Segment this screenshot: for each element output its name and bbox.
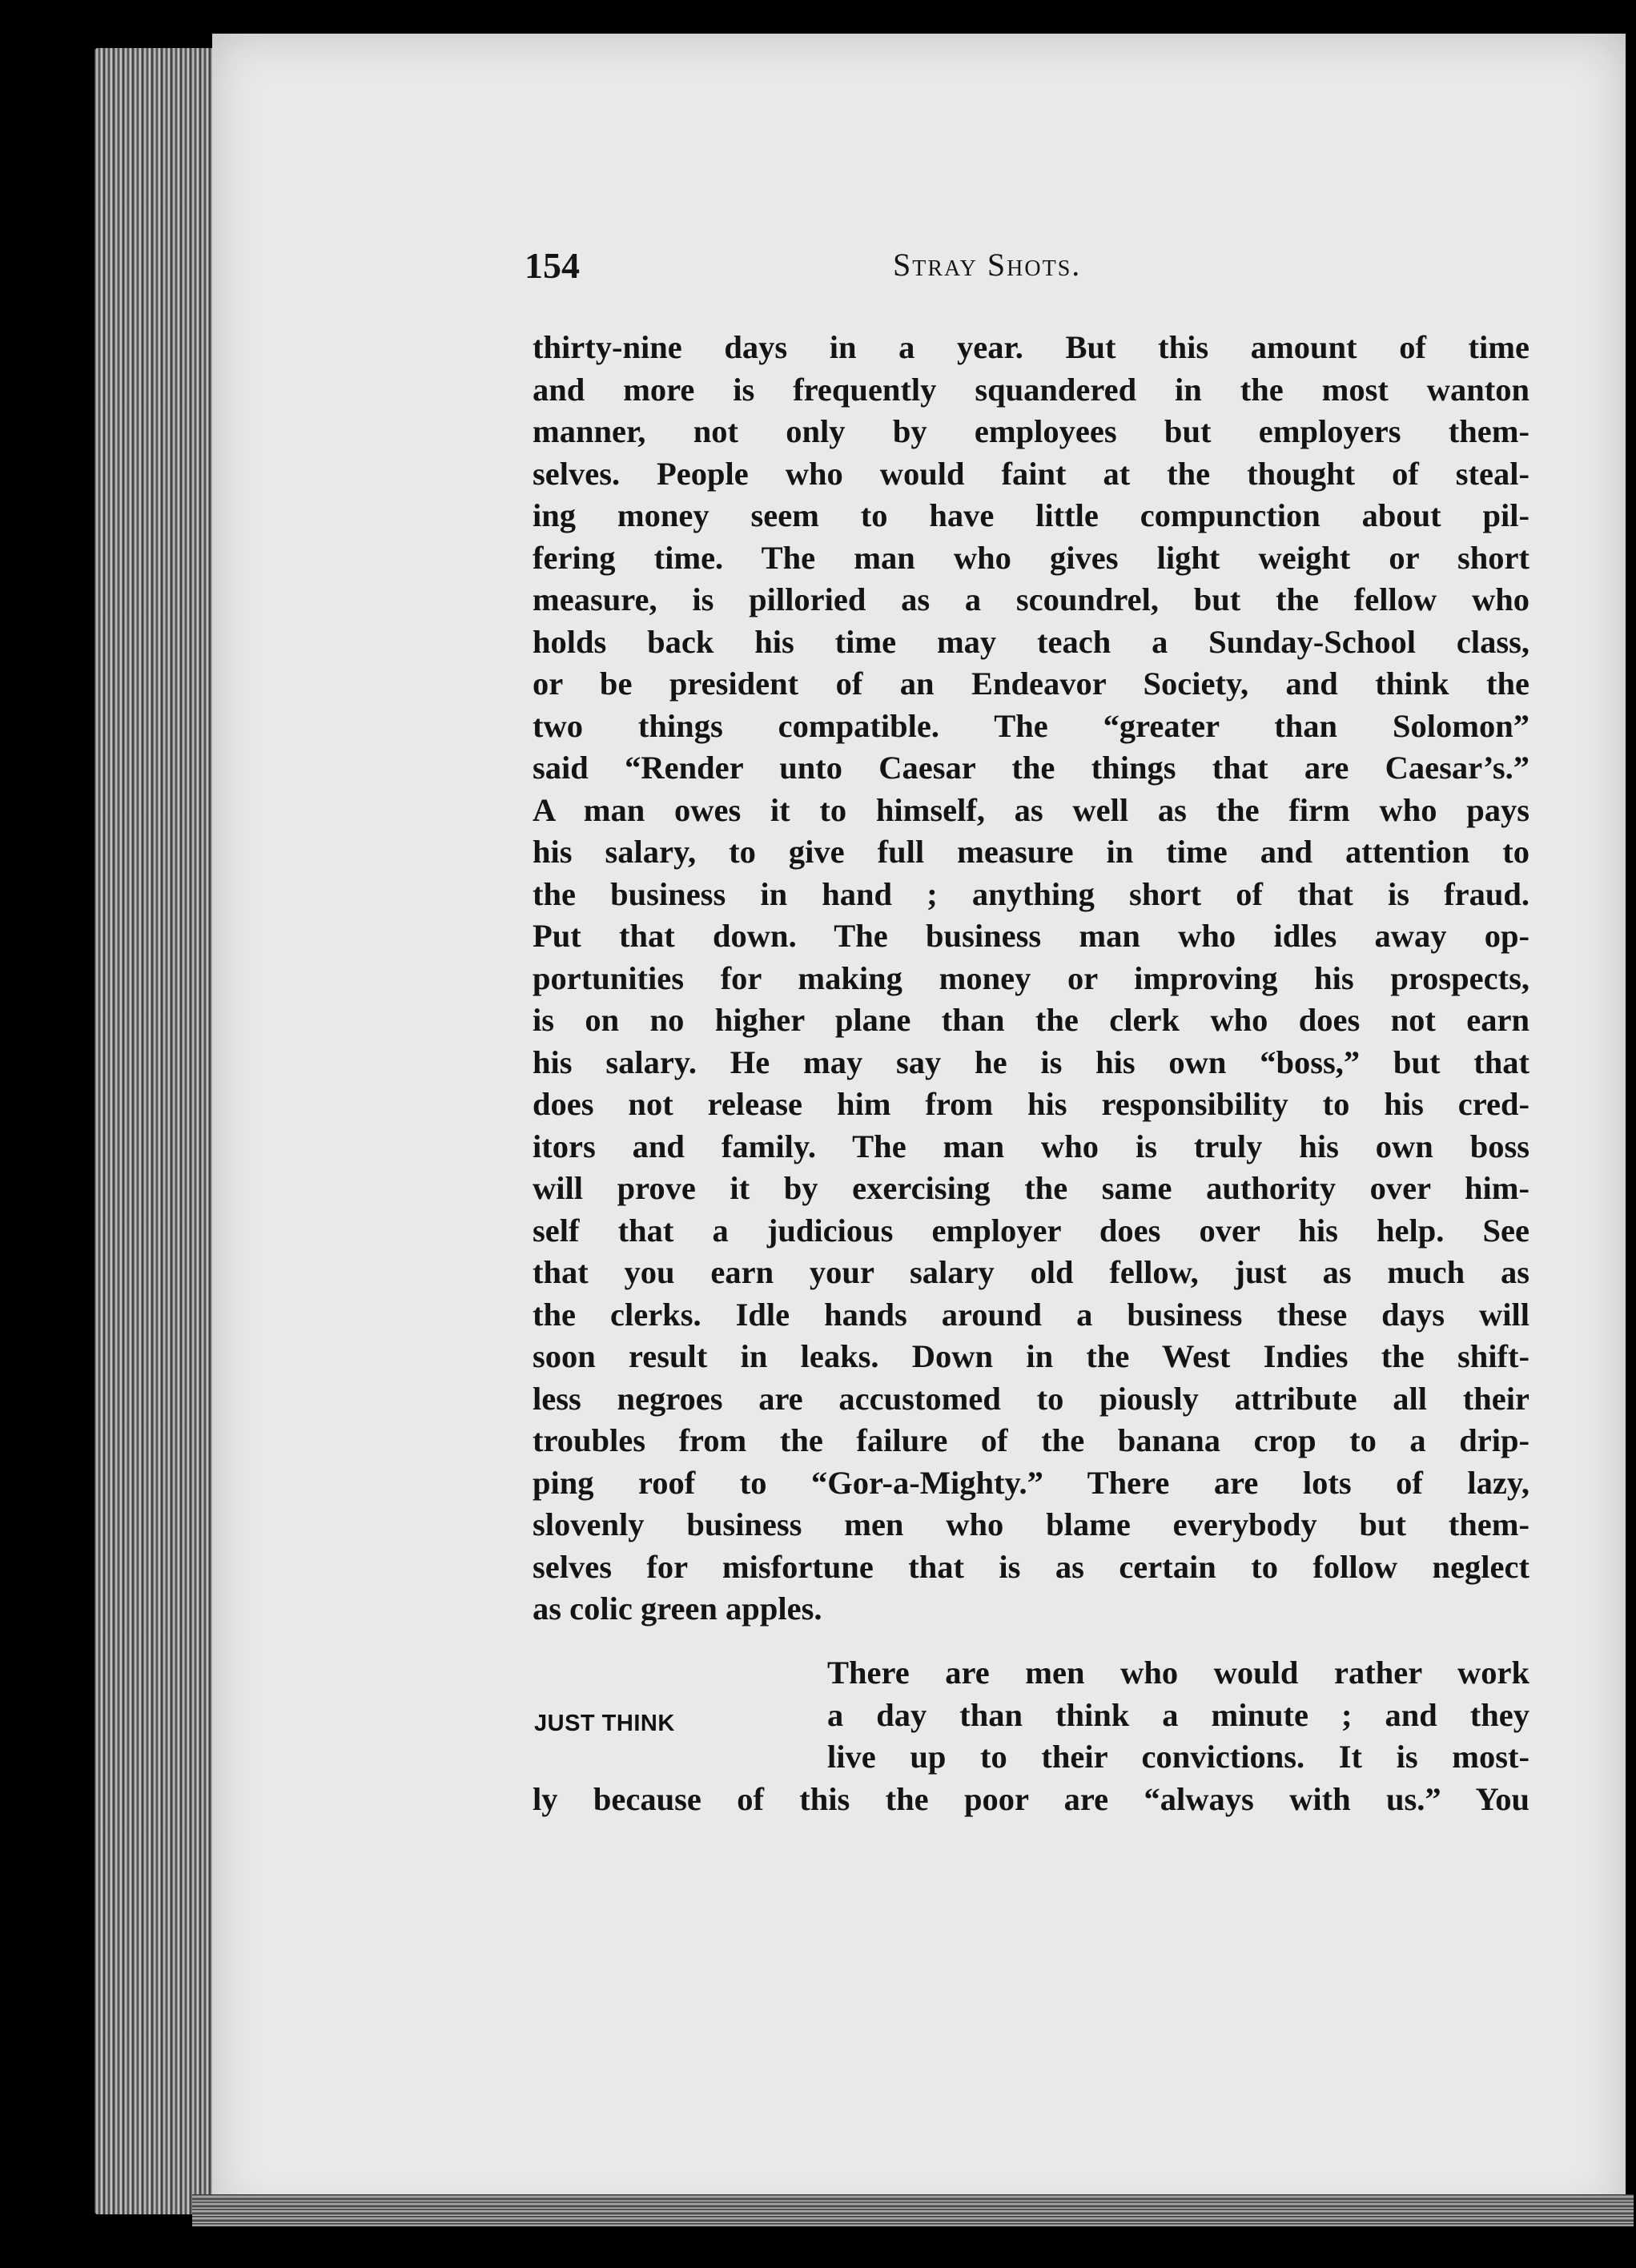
text-line: his salary. He may say he is his own “boss,” but that bbox=[533, 1044, 1529, 1080]
paragraph-1 bbox=[533, 327, 1529, 1631]
text-line: slovenly business men who blame everybody but them- bbox=[533, 1506, 1529, 1542]
text-line: will prove it by exercising the same authority over him- bbox=[533, 1170, 1529, 1206]
text-line: troubles from the failure of the banana crop to a drip- bbox=[533, 1422, 1529, 1458]
text-line: a day than think a minute ; and they bbox=[827, 1696, 1529, 1733]
running-title: Stray Shots. bbox=[893, 247, 1082, 283]
text-line: A man owes it to himself, as well as the firm who pays bbox=[533, 791, 1529, 828]
text-line: two things compatible. The “greater than Solomon” bbox=[533, 707, 1529, 744]
text-line: selves. People who would faint at the thought of steal- bbox=[533, 455, 1529, 492]
text-line: ping roof to “Gor-a-Mighty.” There are lots of lazy, bbox=[533, 1464, 1529, 1501]
text-line: manner, not only by employees but employers them- bbox=[533, 413, 1529, 449]
text-line: self that a judicious employer does over his help. See bbox=[533, 1212, 1529, 1249]
text-line: said “Render unto Caesar the things that are Caesar’s.” bbox=[533, 750, 1529, 786]
text-line: measure, is pilloried as a scoundrel, but the fellow who bbox=[533, 581, 1529, 617]
text-line: is on no higher plane than the clerk who does not earn bbox=[533, 1002, 1529, 1038]
sidenote-heading: JUST THINK bbox=[534, 1711, 675, 1736]
page-number: 154 bbox=[525, 245, 580, 286]
text-line: soon result in leaks. Down in the West Indies the shift- bbox=[533, 1338, 1529, 1374]
text-line: the business in hand ; anything short of that is fraud. bbox=[533, 875, 1529, 912]
text-line: ly because of this the poor are “always with us.” You bbox=[533, 1781, 1529, 1817]
text-line: that you earn your salary old fellow, just as much as bbox=[533, 1254, 1529, 1290]
text-line: Put that down. The business man who idles away op- bbox=[533, 918, 1529, 954]
text-line: thirty-nine days in a year. But this amount of time bbox=[533, 329, 1529, 365]
text-line: There are men who would rather work bbox=[827, 1655, 1529, 1691]
page-bottom-edge bbox=[192, 2194, 1634, 2226]
text-line: fering time. The man who gives light weight or short bbox=[533, 539, 1529, 576]
text-line: and more is frequently squandered in the most wanton bbox=[533, 371, 1529, 408]
text-line: as colic green apples. bbox=[533, 1590, 822, 1627]
text-line: less negroes are accustomed to piously attribute all their bbox=[533, 1380, 1529, 1417]
paragraph-2-indented bbox=[827, 1652, 1529, 1779]
text-line: holds back his time may teach a Sunday-School class, bbox=[533, 623, 1529, 660]
text-line: or be president of an Endeavor Society, and think the bbox=[533, 666, 1529, 702]
running-head bbox=[525, 244, 1525, 292]
text-line: ing money seem to have little compunction about pil- bbox=[533, 497, 1529, 533]
text-line: the clerks. Idle hands around a business these days will bbox=[533, 1296, 1529, 1333]
text-line: selves for misfortune that is as certain to follow neglect bbox=[533, 1548, 1529, 1585]
text-line: his salary, to give full measure in time and attention to bbox=[533, 834, 1529, 870]
text-line: does not release him from his responsibility to his cred- bbox=[533, 1086, 1529, 1122]
paragraph-2-full-line bbox=[533, 1779, 1529, 1821]
text-line: portunities for making money or improving his prospects, bbox=[533, 959, 1529, 996]
text-line: itors and family. The man who is truly his own boss bbox=[533, 1128, 1529, 1164]
text-line: live up to their convictions. It is most- bbox=[827, 1739, 1529, 1775]
